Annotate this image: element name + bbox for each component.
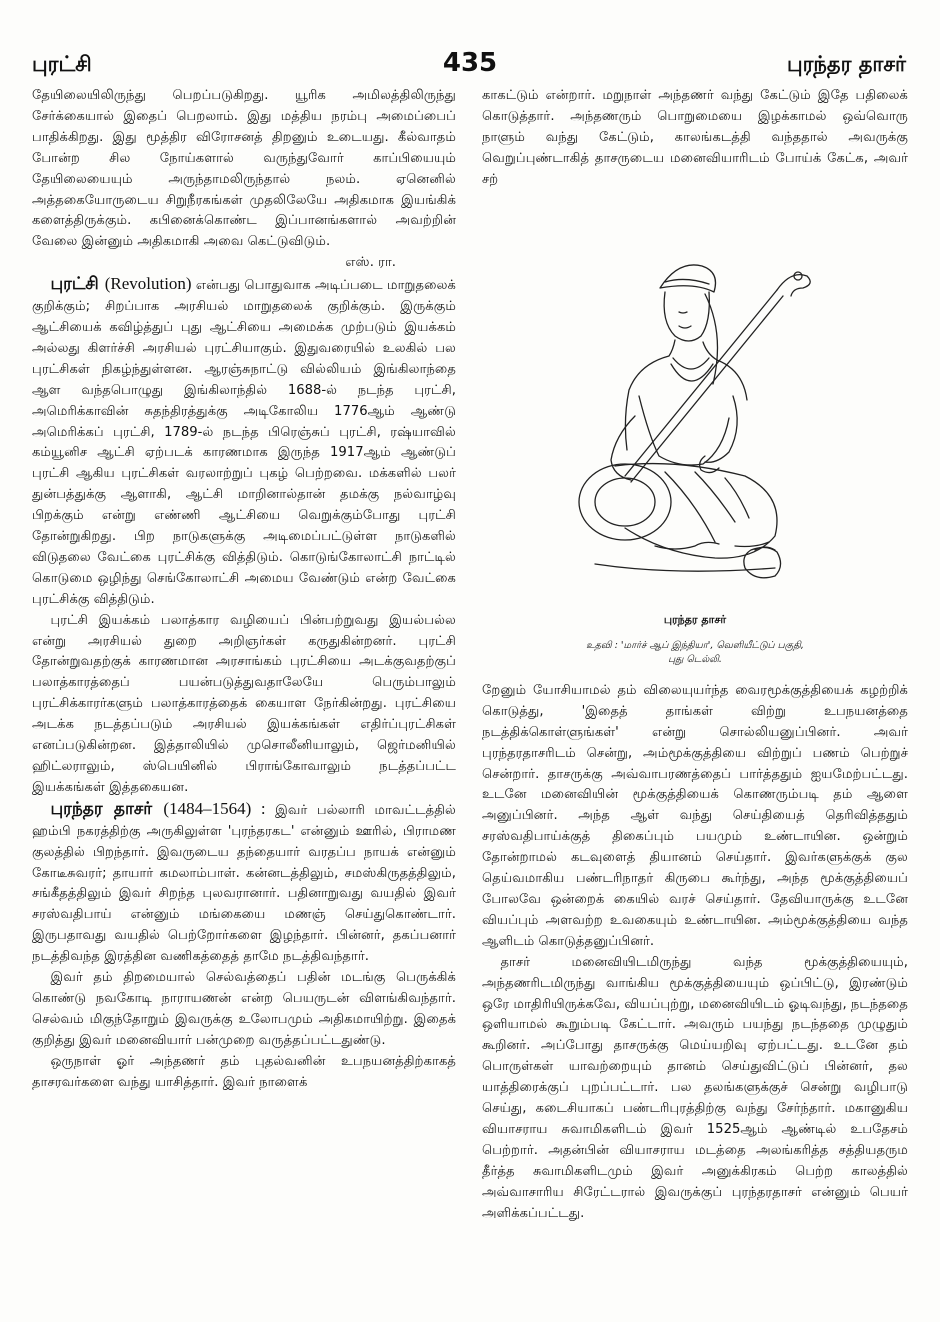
header-left-word: புரட்சி — [32, 52, 92, 76]
entry-years: (1484–1564) : — [163, 798, 266, 818]
entry-heading-purandara: புரந்தர தாசர் (1484–1564) : — [50, 798, 266, 819]
entry-puratchi — [32, 274, 456, 611]
entry-purandara — [32, 799, 456, 968]
paragraph: புரட்சி இயக்கம் பலாத்கார வழியைப் பின்பற்றுவது இயல்பல்ல என்று அரசியல் துறை அறிஞர்கள் கருதுகின்றனர். புரட்சி தோன்றுவதற்குக் காரணமான அரசாங்கம் புரட்சியை அடக்குவதற்குப் பலாத்காரத்தைப் பயன்படுத்துவதாலேயே பெரும்பாலும் புரட்சிக்காரர்களும் பலாத்காரத்தைக் கையாள நேர்கின்றது. புரட்சியை அடக்க நடத்தப்படும் அரசியல் இயக்கங்கள் எதிர்ப்புரட்சிகள் எனப்படுகின்றன. இத்தாலியில் முசொலீனியாலும், ஜெர்மனியில் ஹிட்லராலும், ஸ்பெயினில் பிராங்கோவாலும் நடத்தப்பட்ட இயக்கங்கள் இத்தகையன. — [32, 612, 456, 795]
paragraph: காகட்டும் என்றார். மறுநாள் அந்தணர் வந்து கேட்டும் இதே பதிலைக் கொடுத்தார். அந்தணரும் பொறுமையை இழக்காமல் ஒவ்வொரு நாளும் வந்து கேட்டும், காலங்கடத்தி வந்ததால் அவருக்கு வெறுப்புண்டாகித் தாசருடைய மனைவியாரிடம் போய்க் கேட்க, அவர் சற் — [482, 88, 908, 187]
entry-body: என்பது பொதுவாக அடிப்படை மாறுதலைக் குறிக்கும்; சிறப்பாக அரசியல் மாறுதலைக் குறிக்கும். இருக்கும் ஆட்சியைக் கவிழ்த்துப் புது ஆட்சியை அமைக்க முற்படும் இயக்கம் அல்லது கிளர்ச்சி அரசியல் புரட்சியாகும். இதுவரையில் உலகில் பல புரட்சிகள் நிகழ்ந்துள்ளன. ஆரஞ்சுநாட்டு வில்லியம் இங்கிலாந்தை ஆள வந்தபொழுது இங்கிலாந்தில் 1688-ல் நடந்த புரட்சி, அமெரிக்காவின் சுதந்திரத்துக்கு அடிகோலிய 1776ஆம் ஆண்டு அமெரிக்கப் புரட்சி, 1789-ல் நடந்த பிரெஞ்சுப் புரட்சி, ரஷ்யாவில் கம்யூனிச ஆட்சி ஏற்படக் காரணமாக இருந்த 1917ஆம் ஆண்டுப் புரட்சி ஆகிய புரட்சிகள் வரலாற்றுப் புகழ் பெற்றவை. மக்களில் பலர் துன்பத்துக்கு ஆளாகி, ஆட்சி மாறினால்தான் தமக்கு நல்வாழ்வு பிறக்கும் என்று எண்ணி ஆட்சியை வெறுக்கும்போது புரட்சி தோன்றுகிறது. பிற நாடுகளுக்கு அடிமைப்பட்டுள்ள நாடுகளில் விடுதலை வேட்கை புரட்சிக்கு வித்திடும். கொடுங்கோலாட்சி நாட்டில் கொடுமை ஒழிந்து செங்கோலாட்சி அமைய வேண்டும் என்ற வேட்கை புரட்சிக்கு வித்திடும். — [32, 278, 456, 607]
paragraph: ஒருநாள் ஓர் அந்தணர் தம் புதல்வனின் உபநயனத்திற்காகத் தாசரவர்களை வந்து யாசித்தார். இவர் நாளைக் — [32, 1053, 456, 1090]
figure-credit — [482, 639, 908, 667]
header-right-word: புரந்தர தாசர் — [786, 52, 906, 76]
purandara-dasa-illustration — [555, 246, 835, 586]
paragraph: றேனும் யோசியாமல் தம் விலையுயர்ந்த வைரமூக்குத்தியைக் கழற்றிக் கொடுத்து, 'இதைத் தாங்கள் விற்று உபநயனத்தை நடத்திக்கொள்ளுங்கள்' என்று சொல்லியனுப்பினர். அவர் புரந்தரதாசரிடம் சென்று, அம்மூக்குத்தியை விற்றுப் பணம் பெற்றுச் சென்றார். தாசருக்கு அவ்வாபரணத்தைப் பார்த்ததும் ஐயமேற்பட்டது. உடனே மனைவியின் மூக்குத்தியைக் கொணரும்படி தம் ஆளை அனுப்பினர். அந்த ஆள் வந்து செய்தியைத் தெரிவித்ததும் சரஸ்வதிபாய்க்குத் திகைப்பும் பயமும் உண்டாயின. ஒன்றும் தோன்றாமல் கடவுளைத் தியானம் செய்தார். இவர்களுக்குக் குல தெய்வமாகிய பண்டரிநாதர் கிருபை கூர்ந்து, அந்த மூக்குத்தியைப் போலவே ஒன்றைக் கையில் வரச் செய்தார். தேவியாருக்கு உடனே வியப்பும் அளவற்ற உவகையும் உண்டாயின. அம்மூக்குத்தியை வந்த ஆளிடம் கொடுத்தனுப்பினர். — [482, 682, 908, 949]
entry-heading-latin: (Revolution) — [104, 274, 192, 294]
paragraph: தாசர் மனைவியிடமிருந்து வந்த மூக்குத்தியையும், அந்தணரிடமிருந்து வாங்கிய மூக்குத்தியையும் ஒப்பிட்டு, இரண்டும் ஒரே மாதிரியிருக்கவே, வியப்புற்று, மனைவியிடம் ஓடிவந்து, நடந்ததை ஒளியாமல் கூறும்படி கேட்டார். அவரும் பயந்து நடந்ததை முழுதும் கூறினர். அப்போது தாசருக்கு மெய்யறிவு ஏற்பட்டது. உடனே தம் பொருள்கள் யாவற்றையும் தானம் செய்துவிட்டுப் பின்னர், தல யாத்திரைக்குப் புறப்பட்டார். பல தலங்களுக்குச் சென்று வழிபாடு செய்து, கடைசியாகப் பண்டரிபுரத்திற்கு வந்து சேர்ந்தார். மகானுகிய வியாசராய சுவாமிகளிடம் இவர் 1525ஆம் ஆண்டில் உபதேசம் பெற்றார். அதன்பின் வியாசராய மடத்தை அலங்கரித்த சத்தியதரும தீர்த்த சுவாமிகளிடமும் இவர் அனுக்கிரகம் பெற்ற காலத்தில் அவ்வாசாரிய சிரேட்டரால் இவருக்குப் புரந்தரதாசர் என்னும் பெயர் அளிக்கப்பட்டது. — [482, 954, 908, 1221]
left-column — [32, 86, 456, 1296]
right-bottom-text — [482, 681, 908, 1291]
page-number: 435 — [442, 48, 498, 78]
figure-illustration — [482, 246, 908, 592]
entry-heading-puratchi: புரட்சி (Revolution) — [50, 274, 192, 295]
author-signature: எஸ். ரா. — [345, 255, 396, 271]
right-top-text — [482, 86, 908, 236]
figure-credit-line: புது டெல்லி. — [668, 653, 722, 665]
paragraph: இவர் தம் திறமையால் செல்வத்தைப் பதின் மடங்கு பெருக்கிக் கொண்டு நவகோடி நாராயணன் என்ற பெயருடன் விளங்கிவந்தார். செல்வம் மிகுந்தோறும் இவருக்கு உலோபமும் அதிகமாயிற்று. இதைக் குறித்து இவர் மனைவியார் பன்முறை வருத்தப்பட்டதுண்டு. — [32, 970, 456, 1048]
figure-credit-line: உதவி : 'மார்ச் ஆப் இந்தியா', வெளியீட்டுப் பகுதி, — [586, 639, 804, 651]
figure-caption: புரந்தர தாசர் — [663, 613, 727, 626]
right-column — [482, 86, 908, 1291]
continued-paragraph: தேயிலையிலிருந்து பெறப்படுகிறது. யூரிக அமிலத்திலிருந்து சேர்க்கையால் இதைப் பெறலாம். இது மத்திய நரம்பு அமைப்பைப் பாதிக்கிறது. இது மூத்திர விரோசனத் திறனும் உடையது. கீல்வாதம் போன்ற சில நோய்களால் வருந்துவோர் காப்பியையும் தேயிலையையும் அருந்தாமலிருந்தால் நலம். ஏனெனில் அத்தகையோருடைய சிறுநீரகங்கள் முதலிலேயே அதிகமாக இயங்கிக் களைத்திருக்கும். கபினைக்கொண்ட இப்பானங்களால் அவற்றின் வேலை இன்னும் அதிகமாகி அவை கெட்டுவிடும். — [32, 88, 456, 250]
entry-body: இவர் பல்லாரி மாவட்டத்தில் ஹம்பி நகரத்திற்கு அருகிலுள்ள 'புரந்தரகட' என்னும் ஊரில், பிராமண குலத்தில் பிறந்தார். இவருடைய தந்தையார் வரதப்ப நாயக் என்னும் கோடீசுவரர்; தாயார் கமலாம்பாள். கன்னடத்திலும், சமஸ்கிருதத்திலும், சங்கீதத்திலும் இவர் சிறந்த புலவரானார். பதினாறுவது வயதில் இவர் சரஸ்வதிபாய் என்னும் மங்கையை மணஞ் செய்துகொண்டார். இருபதாவது வயதில் பெற்றோர்களை இழந்தார். பின்னர், தகப்பனார் நடத்திவந்த இரத்தின வணிகத்தைத் தாமே நடத்திவந்தார். — [32, 802, 456, 965]
